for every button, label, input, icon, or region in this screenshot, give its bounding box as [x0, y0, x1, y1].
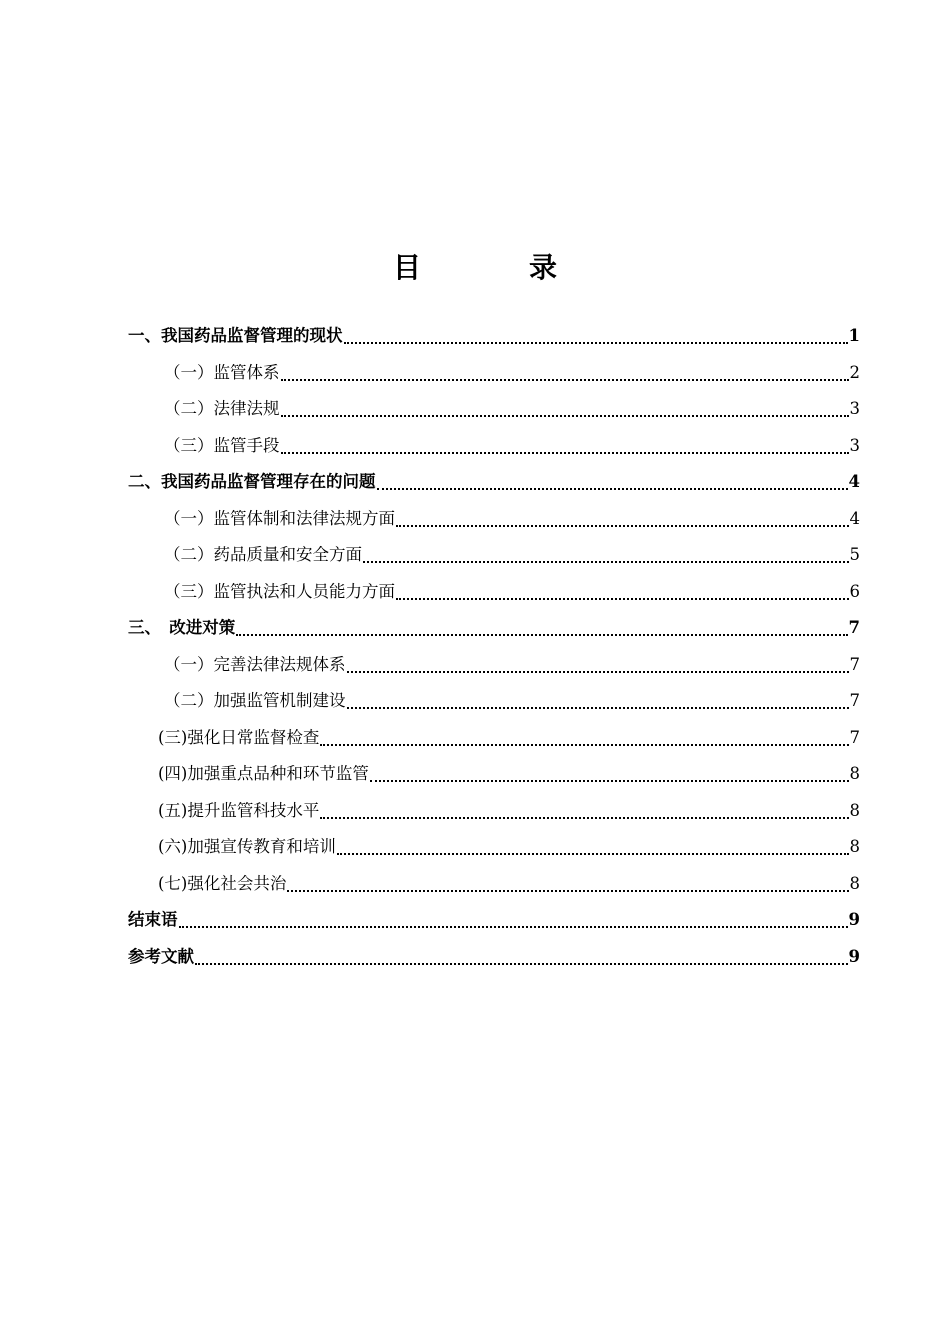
- dot-leader: [320, 817, 848, 819]
- dot-leader: [337, 853, 849, 855]
- toc-entry[interactable]: [128, 610, 860, 647]
- toc-entry[interactable]: [128, 756, 860, 793]
- toc-entry-page: 1: [848, 326, 860, 345]
- toc-entry-label: 结束语: [128, 910, 178, 929]
- toc-entry[interactable]: [128, 720, 860, 757]
- toc-entry[interactable]: [128, 574, 860, 611]
- dot-leader: [377, 488, 848, 490]
- toc-entry-label: 三、 改进对策: [128, 618, 236, 637]
- toc-entry-label: （二）加强监管机制建设: [164, 691, 346, 710]
- toc-entry-page: 2: [849, 362, 860, 382]
- toc-entry-label: (七)强化社会共治: [158, 873, 287, 893]
- toc-entry-label: (六)加强宣传教育和培训: [158, 837, 336, 856]
- dot-leader: [344, 342, 848, 344]
- toc-entry-label: (四)加强重点品种和环节监管: [158, 764, 369, 783]
- toc-entry-page: 7: [848, 618, 860, 637]
- dot-leader: [179, 926, 848, 928]
- toc-entry[interactable]: [128, 647, 860, 684]
- toc-entry-label: （二）法律法规: [164, 399, 280, 418]
- toc-entry-label: （二）药品质量和安全方面: [164, 545, 362, 564]
- toc-entry[interactable]: [128, 866, 860, 903]
- toc-entry[interactable]: [128, 902, 860, 939]
- toc-entry-page: 3: [849, 435, 860, 455]
- toc-entry-page: 7: [849, 727, 860, 747]
- dot-leader: [363, 561, 849, 563]
- toc-entry-page: 7: [849, 691, 860, 710]
- toc-entry[interactable]: [128, 355, 860, 392]
- toc-entry-page: 8: [849, 837, 860, 856]
- dot-leader: [281, 415, 849, 417]
- toc-entry[interactable]: [128, 829, 860, 866]
- toc-entry[interactable]: [128, 537, 860, 574]
- toc-entry-page: 4: [849, 508, 860, 528]
- dot-leader: [236, 634, 847, 636]
- toc-title: 目 录: [392, 251, 597, 284]
- dot-leader: [370, 780, 849, 782]
- toc-entry-page: 8: [849, 800, 860, 820]
- toc-entry-label: （一）监管体制和法律法规方面: [164, 508, 395, 528]
- toc-entry[interactable]: [128, 428, 860, 465]
- toc-entry-page: 5: [849, 545, 860, 564]
- toc-entry-page: 9: [848, 946, 860, 966]
- toc-entry-page: 3: [849, 399, 860, 418]
- dot-leader: [347, 671, 849, 673]
- dot-leader: [195, 963, 848, 965]
- toc-entry[interactable]: [128, 939, 860, 976]
- toc-entry-label: （一）完善法律法规体系: [164, 654, 346, 674]
- toc-entry[interactable]: [128, 464, 860, 501]
- toc-entry-page: 4: [848, 472, 860, 491]
- dot-leader: [281, 452, 849, 454]
- toc-entry-label: 一、我国药品监督管理的现状: [128, 326, 343, 345]
- table-of-contents: [128, 318, 860, 975]
- toc-entry-label: （三）监管手段: [164, 435, 280, 455]
- toc-entry-label: （一）监管体系: [164, 362, 280, 382]
- dot-leader: [287, 890, 848, 892]
- dot-leader: [347, 707, 849, 709]
- toc-entry-page: 8: [849, 873, 860, 893]
- toc-entry-page: 9: [848, 910, 860, 929]
- toc-entry[interactable]: [128, 683, 860, 720]
- toc-entry-label: (三)强化日常监督检查: [158, 727, 320, 747]
- dot-leader: [396, 598, 849, 600]
- dot-leader: [281, 379, 849, 381]
- toc-entry-label: 二、我国药品监督管理存在的问题: [128, 472, 376, 491]
- toc-entry-label: （三）监管执法和人员能力方面: [164, 581, 395, 601]
- toc-entry[interactable]: [128, 501, 860, 538]
- toc-entry-label: 参考文献: [128, 946, 194, 966]
- dot-leader: [320, 744, 848, 746]
- toc-entry-page: 7: [849, 654, 860, 674]
- toc-entry[interactable]: [128, 793, 860, 830]
- dot-leader: [396, 525, 849, 527]
- toc-entry-label: (五)提升监管科技水平: [158, 800, 320, 820]
- toc-entry-page: 6: [849, 581, 860, 601]
- toc-entry[interactable]: [128, 318, 860, 355]
- toc-entry[interactable]: [128, 391, 860, 428]
- toc-entry-page: 8: [849, 764, 860, 783]
